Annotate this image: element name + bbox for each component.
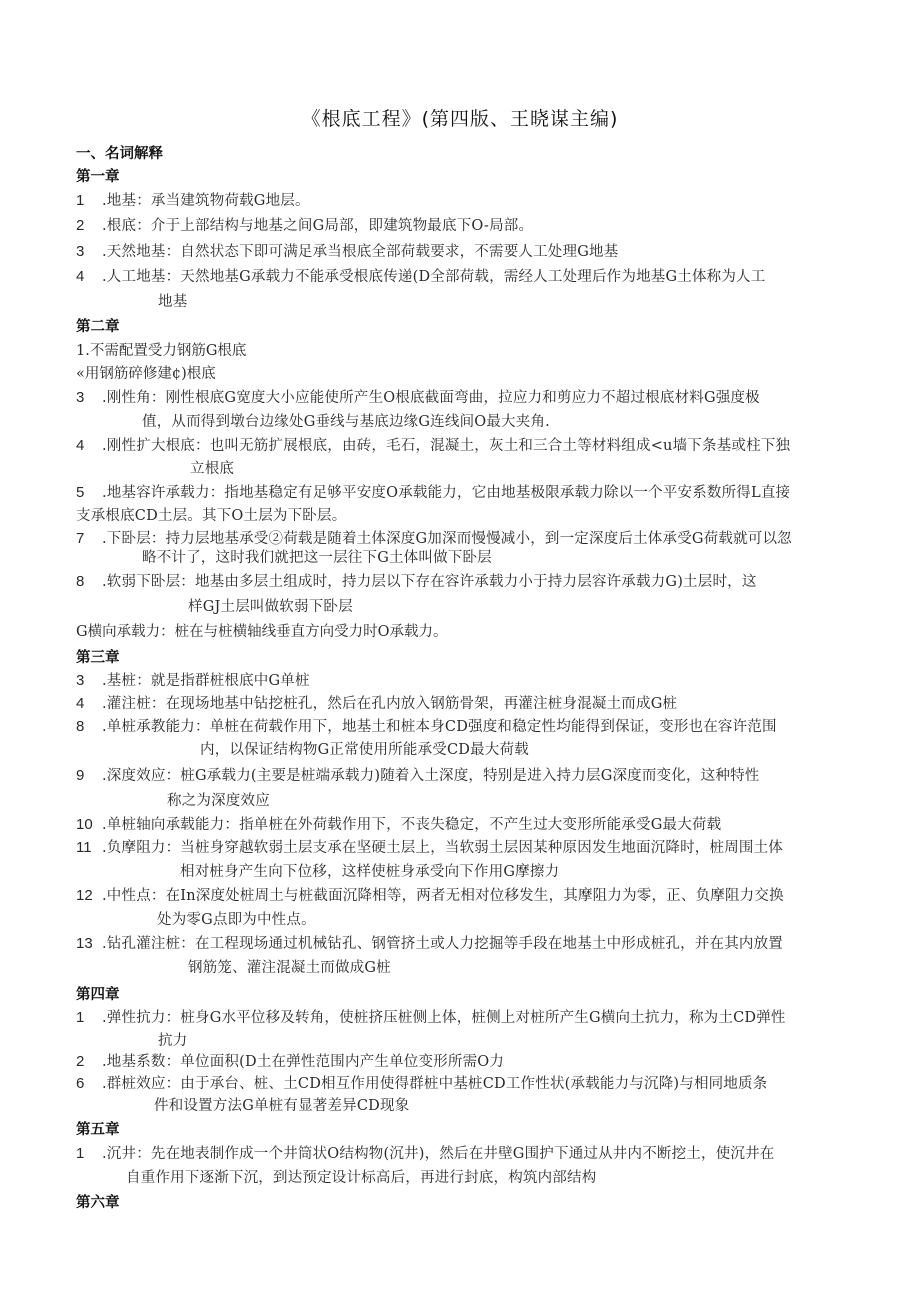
item-continuation: 值，从而得到墩台边缘处G垂线与基底边缘G连线间O最大夹角. <box>142 414 550 430</box>
definition-item: 1.不需配置受力钢筋G根底 <box>76 343 247 359</box>
definition-item <box>76 766 760 786</box>
item-text: .弹性抗力：桩身G水平位移及转角，使桩挤压桩侧上体，桩侧上对桩所产生G横向土抗力，称为土CD弹性 <box>102 1010 786 1026</box>
chapter-heading-6: 第六章 <box>76 1195 120 1211</box>
item-number: 9 <box>76 767 85 784</box>
item-continuation: 立根底 <box>190 461 235 477</box>
definition-item <box>76 267 765 287</box>
item-number: 7 <box>76 530 85 547</box>
definition-item <box>76 717 777 737</box>
item-text: .钻孔灌注桩：在工程现场通过机械钻孔、钢管挤土或人力挖掘等手段在地基土中形成桩孔，并在其内放置 <box>102 936 784 952</box>
item-number: 6 <box>76 1075 85 1092</box>
item-text: .下卧层：持力层地基承受②荷载是随着土体深度G加深而慢慢减小，到一定深度后土体承受G荷载就可以忽 <box>102 531 792 547</box>
definition-item: G横向承载力：桩在与桩横轴线垂直方向受力时O承载力。 <box>76 624 448 640</box>
definition-item <box>76 436 790 456</box>
item-text: .根底：介于上部结构与地基之间G局部，即建筑物最底下O-局部。 <box>102 218 534 234</box>
item-text: .群桩效应：由于承台、桩、土CD相互作用使得群桩中基桩CD工作性状(承载能力与沉降)与相同地质条 <box>102 1076 768 1092</box>
item-text: .人工地基：天然地基G承载力不能承受根底传递(D全部荷载，需经人工处理后作为地基G土体称为人工 <box>102 269 766 285</box>
item-text: .地基：承当建筑物荷载G地层。 <box>102 193 310 209</box>
item-number: 2 <box>76 1053 85 1070</box>
item-text: .刚性角：刚性根底G宽度大小应能使所产生O根底截面弯曲，拉应力和剪应力不超过根底材料G强度极 <box>102 390 760 406</box>
item-continuation: 内，以保证结构物G正常使用所能承受CD最大荷载 <box>200 742 529 758</box>
item-continuation: 抗力 <box>158 1033 188 1049</box>
item-number: 4 <box>76 268 85 285</box>
item-number: 8 <box>76 718 85 735</box>
item-number: 11 <box>76 839 92 856</box>
item-number: 3 <box>76 243 85 260</box>
item-continuation: 支承根底CD土层。其下O土层为下卧层。 <box>76 508 347 524</box>
item-number: 4 <box>76 437 85 454</box>
definition-item <box>76 529 792 549</box>
definition-item <box>76 694 677 714</box>
item-text: .软弱下卧层：地基由多层土组成时，持力层以下存在容许承载力小于持力层容许承载力G)土层时，这 <box>102 574 757 590</box>
item-continuation: 样GJ土层叫做软弱下卧层 <box>188 599 353 615</box>
definition-item <box>76 934 783 954</box>
definition-item <box>76 483 790 503</box>
chapter-heading-1: 第一章 <box>76 169 120 185</box>
item-number: 1 <box>76 192 85 209</box>
chapter-heading-4: 第四章 <box>76 987 120 1003</box>
item-number: 13 <box>76 935 93 952</box>
item-text: .灌注桩：在现场地基中钻挖桩孔，然后在孔内放入钢筋骨架，再灌注桩身混凝土而成G桩 <box>102 696 678 712</box>
item-number: 1 <box>76 1145 85 1162</box>
item-continuation: 相对桩身产生向下位移，这样使桩身承受向下作用G摩擦力 <box>180 864 560 880</box>
item-number: 12 <box>76 887 93 904</box>
definition-item <box>76 1052 504 1072</box>
definition-item <box>76 838 783 858</box>
item-continuation: 处为零G点即为中性点。 <box>157 912 316 928</box>
item-continuation: 略不计了，这时我们就把这一层往下G土体叫做下卧层 <box>142 550 492 566</box>
item-text: .单桩轴向承载能力：指单桩在外荷载作用下，不丧失稳定，不产生过大变形所能承受G最大荷载 <box>102 817 722 833</box>
item-number: 1 <box>76 1009 85 1026</box>
item-text: .中性点：在In深度处桩周土与桩截面沉降相等，两者无相对位移发生，其摩阻力为零，正、负摩阻力交换 <box>102 888 784 904</box>
definition-item <box>76 388 760 408</box>
item-number: 2 <box>76 217 85 234</box>
definition-item <box>76 1074 767 1094</box>
document-title: 《根底工程》(第四版、王晓谋主编) <box>301 108 619 130</box>
definition-item <box>76 886 784 906</box>
item-text: .地基系数：单位面积(D土在弹性范围内产生单位变形所需O力 <box>102 1054 505 1070</box>
item-text: .沉井：先在地表制作成一个井筒状O结构物(沉井)，然后在井壁G围护下通过从井内不断挖土，使沉井在 <box>102 1146 775 1162</box>
item-number: 8 <box>76 573 85 590</box>
item-text: .单桩承教能力：单桩在荷载作用下，地基土和桩本身CD强度和稳定性均能得到保证，变形也在容许范围 <box>102 719 777 735</box>
item-text: .刚性扩大根底：也叫无筋扩展根底，由砖，毛石，混凝土，灰土和三合土等材料组成<u墙下条基或柱下独 <box>102 438 791 454</box>
item-number: 4 <box>76 695 85 712</box>
definition-item <box>76 191 310 211</box>
item-number: 5 <box>76 484 85 501</box>
item-continuation: 件和设置方法G单桩有显著差异CD现象 <box>154 1098 410 1114</box>
item-text: .基桩：就是指群桩根底中G单桩 <box>102 673 310 689</box>
definition-item <box>76 1144 775 1164</box>
definition-item <box>76 572 757 592</box>
item-continuation: 钢筋笼、灌注混凝土而做成G桩 <box>188 960 391 976</box>
item-text: .负摩阻力：当桩身穿越软弱土层支承在坚硬土层上，当软弱土层因某种原因发生地面沉降时，桩周围土体 <box>102 840 784 856</box>
definition-item <box>76 216 533 236</box>
definition-item: «用钢筋碎修建¢)根底 <box>76 366 216 382</box>
item-text: .天然地基：自然状态下即可满足承当根底全部荷载要求，不需要人工处理G地基 <box>102 244 619 260</box>
chapter-heading-5: 第五章 <box>76 1122 120 1138</box>
chapter-heading-3: 第三章 <box>76 650 120 666</box>
item-number: 3 <box>76 389 85 406</box>
item-text: .深度效应：桩G承载力(主要是桩端承载力)随着入土深度，特别是进入持力层G深度而变化，这种特性 <box>102 768 760 784</box>
item-number: 10 <box>76 816 93 833</box>
item-text: .地基容许承载力：指地基稳定有足够平安度O承载能力，它由地基极限承载力除以一个平安系数所得L直接 <box>102 485 791 501</box>
item-number: 3 <box>76 672 85 689</box>
definition-item <box>76 671 310 691</box>
item-continuation: 称之为深度效应 <box>167 793 270 809</box>
item-continuation: 地基 <box>158 294 188 310</box>
definition-item <box>76 1008 786 1028</box>
section-heading: 一、名词解释 <box>76 146 163 162</box>
chapter-heading-2: 第二章 <box>76 319 120 335</box>
item-continuation: 自重作用下逐渐下沉，到达预定设计标高后，再进行封底，构筑内部结构 <box>126 1170 597 1186</box>
definition-item <box>76 815 721 835</box>
definition-item <box>76 242 618 262</box>
